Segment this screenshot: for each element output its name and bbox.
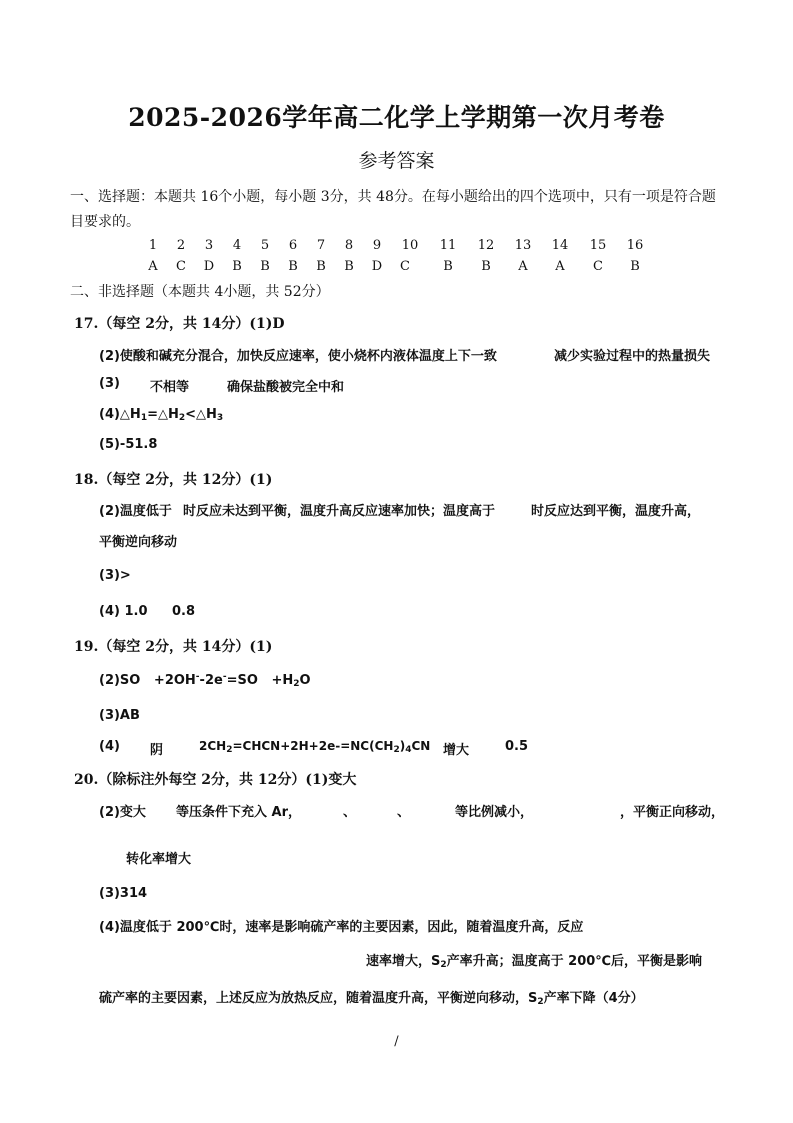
q17-answer-3b: 确保盐酸被完全中和 (227, 380, 345, 395)
q17-answer-3a: 不相等 (150, 380, 190, 395)
answer-letter: B (443, 259, 453, 274)
answer-letter: C (593, 259, 603, 274)
answer-letter: C (400, 259, 410, 274)
q20-answer-2d: ，平衡正向移动， (620, 805, 725, 820)
answer-letter: B (232, 259, 242, 274)
q20-answer-3: (3)314 (99, 886, 148, 901)
section1-instructions-line2: 目要求的。 (70, 214, 140, 230)
q18-answer-2a: (2)温度低于 (99, 504, 172, 519)
q20-answer-2b: 等压条件下充入 Ar， (176, 805, 301, 820)
answer-letter: D (203, 259, 215, 274)
question-number: 7 (316, 238, 326, 253)
answer-letter: A (148, 259, 158, 274)
answer-letter: B (288, 259, 298, 274)
section1-instructions-line1: 一、选择题：本题共 16个小题，每小题 3分，共 48分。在每小题给出的四个选项中，只有一项是符合题 (70, 189, 716, 205)
page-footer: / (394, 1034, 399, 1049)
q17-answer-5: (5)-51.8 (99, 437, 158, 452)
q19-heading: 19.（每空 2分，共 14分）(1) (74, 639, 273, 655)
page-subtitle: 参考答案 (358, 150, 435, 172)
answer-letter: B (481, 259, 491, 274)
q19-answer-4c: 增大 (443, 743, 470, 758)
q19-answer-4-label: (4) (99, 739, 120, 754)
question-number: 12 (477, 238, 495, 253)
q18-answer-4a: (4) 1.0 (99, 604, 148, 619)
q20-answer-2a: (2)变大 (99, 805, 146, 820)
question-number: 14 (551, 238, 569, 253)
q20-answer-2c: 等比例减小， (455, 805, 534, 820)
question-number: 9 (372, 238, 382, 253)
q19-answer-3: (3)AB (99, 708, 140, 723)
q20-answer-2e: 转化率增大 (126, 852, 192, 867)
q19-answer-4d: 0.5 (505, 739, 529, 754)
q18-heading: 18.（每空 2分，共 12分）(1) (74, 472, 273, 488)
q18-answer-4b: 0.8 (172, 604, 196, 619)
answer-letter: C (176, 259, 186, 274)
section2-heading: 二、非选择题（本题共 4小题，共 52分） (70, 284, 330, 300)
question-number: 8 (344, 238, 354, 253)
q19-answer-4-equation: $2CH_2=CHCN+2H+2e-=NC(CH_2)_4CN$ (199, 739, 431, 755)
answer-letter: B (260, 259, 270, 274)
q18-answer-2c: 时反应达到平衡，温度升高， (531, 504, 701, 519)
q20-answer-4-line1: (4)温度低于 200℃时，速率是影响硫产率的主要因素，因此，随着温度升高，反应 (99, 920, 584, 935)
question-number: 15 (589, 238, 607, 253)
answer-letter: B (316, 259, 326, 274)
question-number: 2 (176, 238, 186, 253)
q20-answer-4-line3: 硫产率的主要因素，上述反应为放热反应，随着温度升高，平衡逆向移动，$S_2$产率下降（4分） (99, 991, 644, 1007)
q20-answer-2-sep2: 、 (397, 805, 411, 820)
q18-answer-2b: 时反应未达到平衡，温度升高反应速率加快；温度高于 (183, 504, 496, 519)
question-number: 1 (148, 238, 158, 253)
question-number: 4 (232, 238, 242, 253)
q20-heading: 20.（除标注外每空 2分，共 12分）(1)变大 (74, 772, 357, 788)
q17-answer-2a: (2)使酸和碱充分混合，加快反应速率，使小烧杯内液体温度上下一致 (99, 349, 497, 364)
q18-answer-3: (3)> (99, 568, 131, 583)
question-number: 11 (439, 238, 457, 253)
answer-letter: D (371, 259, 383, 274)
question-number: 13 (514, 238, 532, 253)
q19-answer-2: (2)SO +2OH--2e-=SO $+H_2O$ (99, 672, 311, 689)
question-number: 10 (401, 238, 419, 253)
answer-letter: A (518, 259, 528, 274)
question-number: 6 (288, 238, 298, 253)
q20-answer-2-sep1: 、 (343, 805, 357, 820)
answer-letter: A (555, 259, 565, 274)
q20-answer-4-line2: 速率增大，$S_2$产率升高；温度高于 200℃后，平衡是影响 (366, 954, 703, 970)
question-number: 16 (626, 238, 644, 253)
q19-answer-4a: 阴 (150, 743, 164, 758)
answer-letter: B (630, 259, 640, 274)
q17-answer-4: $(4)\triangle H_1=\triangle H_2<\triangle H_3$ (99, 407, 224, 423)
q17-heading: 17.（每空 2分，共 14分）(1)D (74, 316, 285, 332)
answer-letter: B (344, 259, 354, 274)
page-title: 2025-2026学年高二化学上学期第一次月考卷 (128, 103, 665, 132)
q18-answer-2d: 平衡逆向移动 (99, 535, 178, 550)
question-number: 5 (260, 238, 270, 253)
question-number: 3 (204, 238, 214, 253)
q17-answer-2b: 减少实验过程中的热量损失 (554, 349, 711, 364)
q17-answer-3-label: (3) (99, 376, 120, 391)
